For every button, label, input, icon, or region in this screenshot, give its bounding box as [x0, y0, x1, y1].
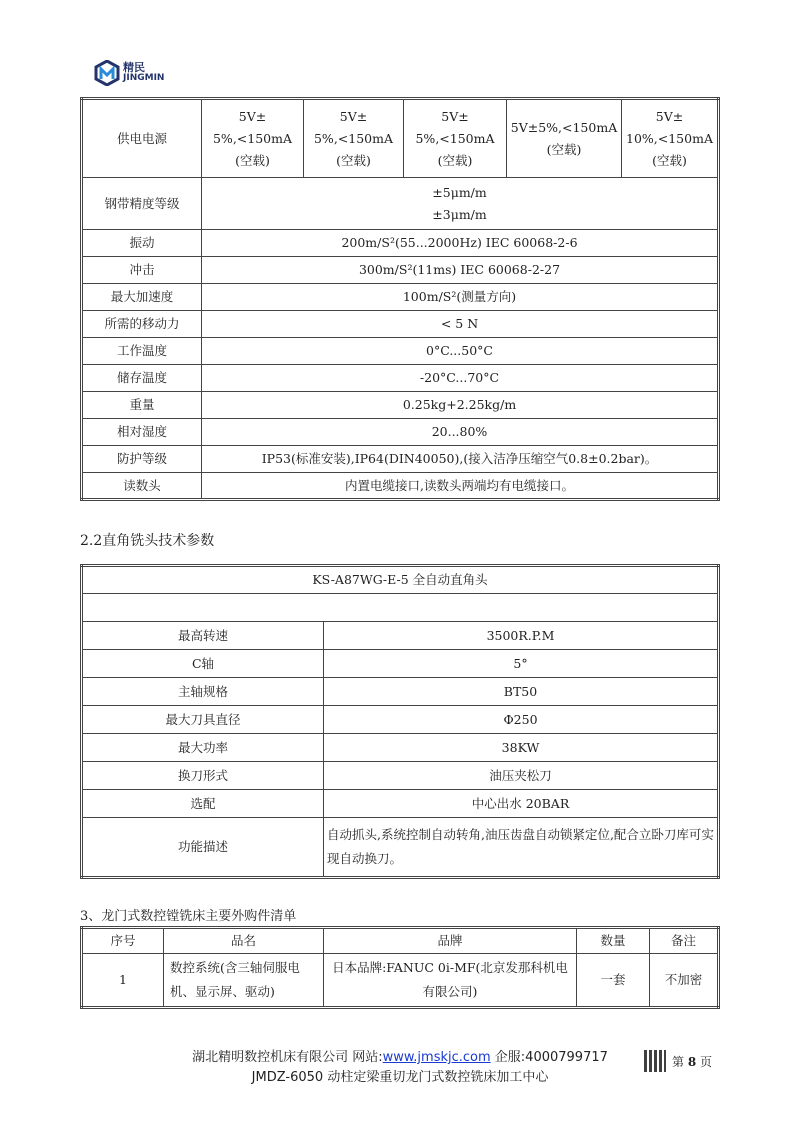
row-value: < 5 N: [202, 311, 719, 338]
row-value: -20°C...70°C: [202, 365, 719, 392]
row-label: 选配: [82, 790, 324, 818]
purchased-parts-table: [80, 926, 720, 1009]
row-label: 供电电源: [82, 99, 202, 178]
row-value: Φ250: [324, 706, 719, 734]
power-cell: 5V± 5%,<150mA (空载): [404, 99, 507, 178]
row-label: 最高转速: [82, 622, 324, 650]
table-row: [82, 678, 719, 706]
power-cell: 5V± 5%,<150mA (空载): [202, 99, 304, 178]
row-label: 振动: [82, 230, 202, 257]
row-value: 200m/S²(55...2000Hz) IEC 60068-2-6: [202, 230, 719, 257]
cell-index: 1: [82, 954, 164, 1008]
power-cell: 5V± 10%,<150mA (空载): [622, 99, 719, 178]
table-row: [82, 284, 719, 311]
row-label: 最大功率: [82, 734, 324, 762]
row-label: 功能描述: [82, 818, 324, 878]
row-value: 0.25kg+2.25kg/m: [202, 392, 719, 419]
table-row: [82, 99, 719, 178]
row-label: 读数头: [82, 473, 202, 500]
jingmin-logo-icon: [94, 60, 120, 86]
row-label: 相对湿度: [82, 419, 202, 446]
column-header: 品牌: [324, 928, 577, 954]
table-row: [82, 734, 719, 762]
column-header: 数量: [577, 928, 650, 954]
row-label: 储存温度: [82, 365, 202, 392]
section-heading-2-2: 2.2直角铣头技术参数: [80, 533, 215, 549]
row-value: ±5μm/m ±3μm/m: [202, 178, 719, 230]
row-label: 防护等级: [82, 446, 202, 473]
row-value: 内置电缆接口,读数头两端均有电缆接口。: [202, 473, 719, 500]
row-value: 100m/S²(测量方向): [202, 284, 719, 311]
cell-brand: 日本品牌:FANUC 0i-MF(北京发那科机电有限公司): [324, 954, 577, 1008]
table-row: [82, 419, 719, 446]
footer-company: 湖北精明数控机床有限公司 网站:: [192, 1050, 383, 1065]
row-label: 换刀形式: [82, 762, 324, 790]
row-value: 300m/S²(11ms) IEC 60068-2-27: [202, 257, 719, 284]
row-value: 5°: [324, 650, 719, 678]
row-label: C轴: [82, 650, 324, 678]
row-label: 所需的移动力: [82, 311, 202, 338]
row-label: 主轴规格: [82, 678, 324, 706]
column-header: 备注: [650, 928, 719, 954]
table-row: [82, 257, 719, 284]
row-value: 38KW: [324, 734, 719, 762]
table-row: [82, 650, 719, 678]
page-number: 第 8 页: [672, 1055, 713, 1069]
logo-en: JINGMIN: [123, 73, 165, 83]
column-header: 品名: [164, 928, 324, 954]
row-label: 钢带精度等级: [82, 178, 202, 230]
qr-code-icon: [644, 1050, 666, 1072]
cell-note: 不加密: [650, 954, 719, 1008]
row-value: IP53(标准安装),IP64(DIN40050),(接入洁净压缩空气0.8±0.2bar)。: [202, 446, 719, 473]
website-link[interactable]: www.jmskjc.com: [382, 1050, 491, 1065]
table-row: [82, 338, 719, 365]
logo-cn: 精民: [123, 61, 145, 74]
angle-head-spec-table: [80, 564, 720, 879]
power-cell: 5V± 5%,<150mA (空载): [304, 99, 404, 178]
table-header-row: [82, 928, 719, 954]
column-header: 序号: [82, 928, 164, 954]
row-value: BT50: [324, 678, 719, 706]
table-row: [82, 762, 719, 790]
table-row: [82, 706, 719, 734]
row-label: 重量: [82, 392, 202, 419]
table-title: KS-A87WG-E-5 全自动直角头: [82, 566, 719, 594]
row-value: 3500R.P.M: [324, 622, 719, 650]
row-value: 0°C...50°C: [202, 338, 719, 365]
encoder-spec-table: [80, 97, 720, 501]
row-label: 最大加速度: [82, 284, 202, 311]
row-label: 最大刀具直径: [82, 706, 324, 734]
footer-model: JMDZ-6050 动柱定梁重切龙门式数控铣床加工中心: [251, 1070, 549, 1085]
blank-row: [82, 594, 719, 622]
table-row: [82, 954, 719, 1008]
company-logo: [94, 60, 164, 86]
table-row: [82, 622, 719, 650]
row-value: 自动抓头,系统控制自动转角,油压齿盘自动锁紧定位,配合立卧刀库可实现自动换刀。: [324, 818, 719, 878]
cell-name: 数控系统(含三轴伺服电机、显示屏、驱动): [164, 954, 324, 1008]
table-row: [82, 473, 719, 500]
row-label: 冲击: [82, 257, 202, 284]
table-row: [82, 365, 719, 392]
table-row: [82, 392, 719, 419]
table-row: [82, 311, 719, 338]
cell-qty: 一套: [577, 954, 650, 1008]
row-value: 20...80%: [202, 419, 719, 446]
table-row: [82, 178, 719, 230]
power-cell: 5V±5%,<150mA (空载): [507, 99, 622, 178]
table-row: [82, 790, 719, 818]
row-value: 油压夹松刀: [324, 762, 719, 790]
section-heading-3: 3、龙门式数控镗铣床主要外购件清单: [80, 909, 297, 924]
table-row: [82, 230, 719, 257]
row-value: 中心出水 20BAR: [324, 790, 719, 818]
table-row: [82, 818, 719, 878]
row-label: 工作温度: [82, 338, 202, 365]
table-row: [82, 446, 719, 473]
footer-service: 企服:4000799717: [490, 1050, 608, 1065]
